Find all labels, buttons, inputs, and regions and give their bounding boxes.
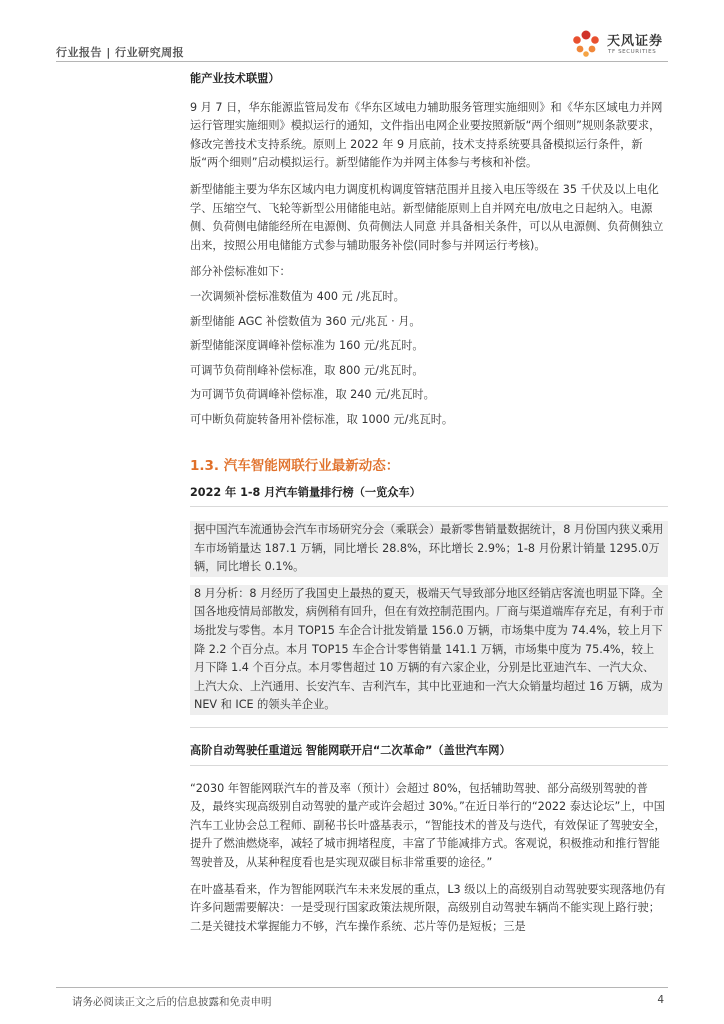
report-body — [190, 70, 668, 936]
paragraph-l3-challenges: 在叶盛基看来，作为智能网联汽车未来发展的重点，L3 级以上的高级别自动驾驶要实现落地仍有许多问题需要解决：一是受现行国家政策法规所限，高级别自动驾驶车辆尚不能实现上路行驶；二是关键技术掌握能力不够，汽车操作系统、芯片等仍是短板；三是 — [190, 882, 666, 933]
paragraph-forum-quote: “2030 年智能网联汽车的普及率（预计）会超过 80%，包括辅助驾驶、部分高级别驾驶的普及，最终实现高级别自动驾驶的量产或许会超过 30%。”在近日举行的“2022 泰达论坛”上，中国汽车工业协会总工程师、副秘书长叶盛基表示，“智能技术的普及与迭代，有效保证了驾驶安全，提升了燃油燃烧率，减轻了城市拥堵程度，丰富了节能减排方式。客观说，积极推动和推行智能驾驶普及，从某种程度看也是实现双碳目标非常重要的途径。” — [190, 781, 666, 869]
logo-flower-icon — [568, 28, 604, 60]
paragraph-august-analysis: 8 月分析：8 月经历了我国史上最热的夏天，极端天气导致部分地区经销店客流也明显下降。全国各地疫情局部散发，病例稍有回升，但在有效控制范围内。厂商与渠道端库存充足，有利于市场批发与零售。本月 TOP15 车企合计批发销量 156.0 万辆，市场集中度为 74.4%，较上月下降 2.2 个百分点。本月 TOP15 车企合计零售销量 141.1 万辆，市场集中度为 75.4%，较上月下降 1.4 个百分点。本月零售超过 10 万辆的有六家企业，分别是比亚迪汽车、一汽大众、上汽大众、上汽通用、长安汽车、吉利汽车，其中比亚迪和一汽大众销量均超过 16 万辆，成为 NEV 和 ICE 的领头羊企业。 — [190, 585, 668, 715]
paragraph-cpca-sales: 据中国汽车流通协会汽车市场研究分会（乘联会）最新零售销量数据统计，8 月份国内狭义乘用车市场销量达 187.1 万辆，同比增长 28.8%，环比增长 2.9%；1-8 月份累计销量 1295.0万辆，同比增长 0.1%。 — [190, 521, 668, 577]
compensation-item: 新型储能 AGC 补偿数值为 360 元/兆瓦 · 月。 — [190, 314, 421, 328]
compensation-item: 新型储能深度调峰补偿标准为 160 元/兆瓦时。 — [190, 339, 424, 353]
paragraph-east-china-rules: 9 月 7 日，华东能源监管局发布《华东区域电力辅助服务管理实施细则》和《华东区域电力并网运行管理实施细则》模拟运行的通知，文件指出电网企业要按照新版“两个细则”规则条款要求，修改完善技术支持系统。原则上 2022 年 9 月底前，技术支持系统要具备模拟运行条件，新版“两个细则”启动模拟运行。新型储能作为并网主体参与考核和补偿。 — [190, 100, 663, 170]
section-heading-1-3: 1.3. 汽车智能网联行业最新动态： — [190, 457, 400, 474]
subheading-sales-ranking: 2022 年 1-8 月汽车销量排行榜（一览众车） — [190, 485, 421, 499]
page-number: 4 — [657, 994, 664, 1006]
compensation-item: 可中断负荷旋转备用补偿标准，取 1000 元/兆瓦时。 — [190, 412, 454, 426]
compensation-item: 可调节负荷削峰补偿标准，取 800 元/兆瓦时。 — [190, 363, 424, 377]
subheading-divider — [190, 765, 668, 766]
paragraph-continuation: 能产业技术联盟） — [190, 72, 280, 85]
header-divider — [56, 61, 668, 62]
subheading-autonomous-driving: 高阶自动驾驶任重道远 智能网联开启“二次革命”（盖世汽车网） — [190, 744, 511, 758]
footer-divider — [56, 987, 668, 988]
section-divider — [190, 727, 668, 728]
compensation-item: 为可调节负荷调峰补偿标准，取 240 元/兆瓦时。 — [190, 388, 435, 402]
company-logo — [568, 28, 680, 60]
logo-english-name: TF SECURITIES — [608, 49, 657, 55]
compensation-item: 一次调频补偿标准数值为 400 元 /兆瓦时。 — [190, 289, 405, 303]
logo-chinese-name: 天风证券 — [607, 34, 664, 49]
footer-disclaimer: 请务必阅读正文之后的信息披露和免责申明 — [72, 996, 272, 1008]
subheading-divider — [190, 506, 668, 507]
report-category-header: 行业报告 | 行业研究周报 — [56, 46, 185, 59]
paragraph-storage-scope: 新型储能主要为华东区域内电力调度机构调度管辖范围并且接入电压等级在 35 千伏及以上电化学、压缩空气、飞轮等新型公用储能电站。新型储能原则上自并网充电/放电之日起纳入。电源侧、负荷侧电储能经所在电源侧、负荷侧法人同意 并具备相关条件，可以从电源侧、负荷侧独立出来，按照公用电储能方式参与辅助服务补偿(同时参与并网运行考核)。 — [190, 182, 664, 252]
compensation-intro: 部分补偿标准如下： — [190, 265, 291, 279]
